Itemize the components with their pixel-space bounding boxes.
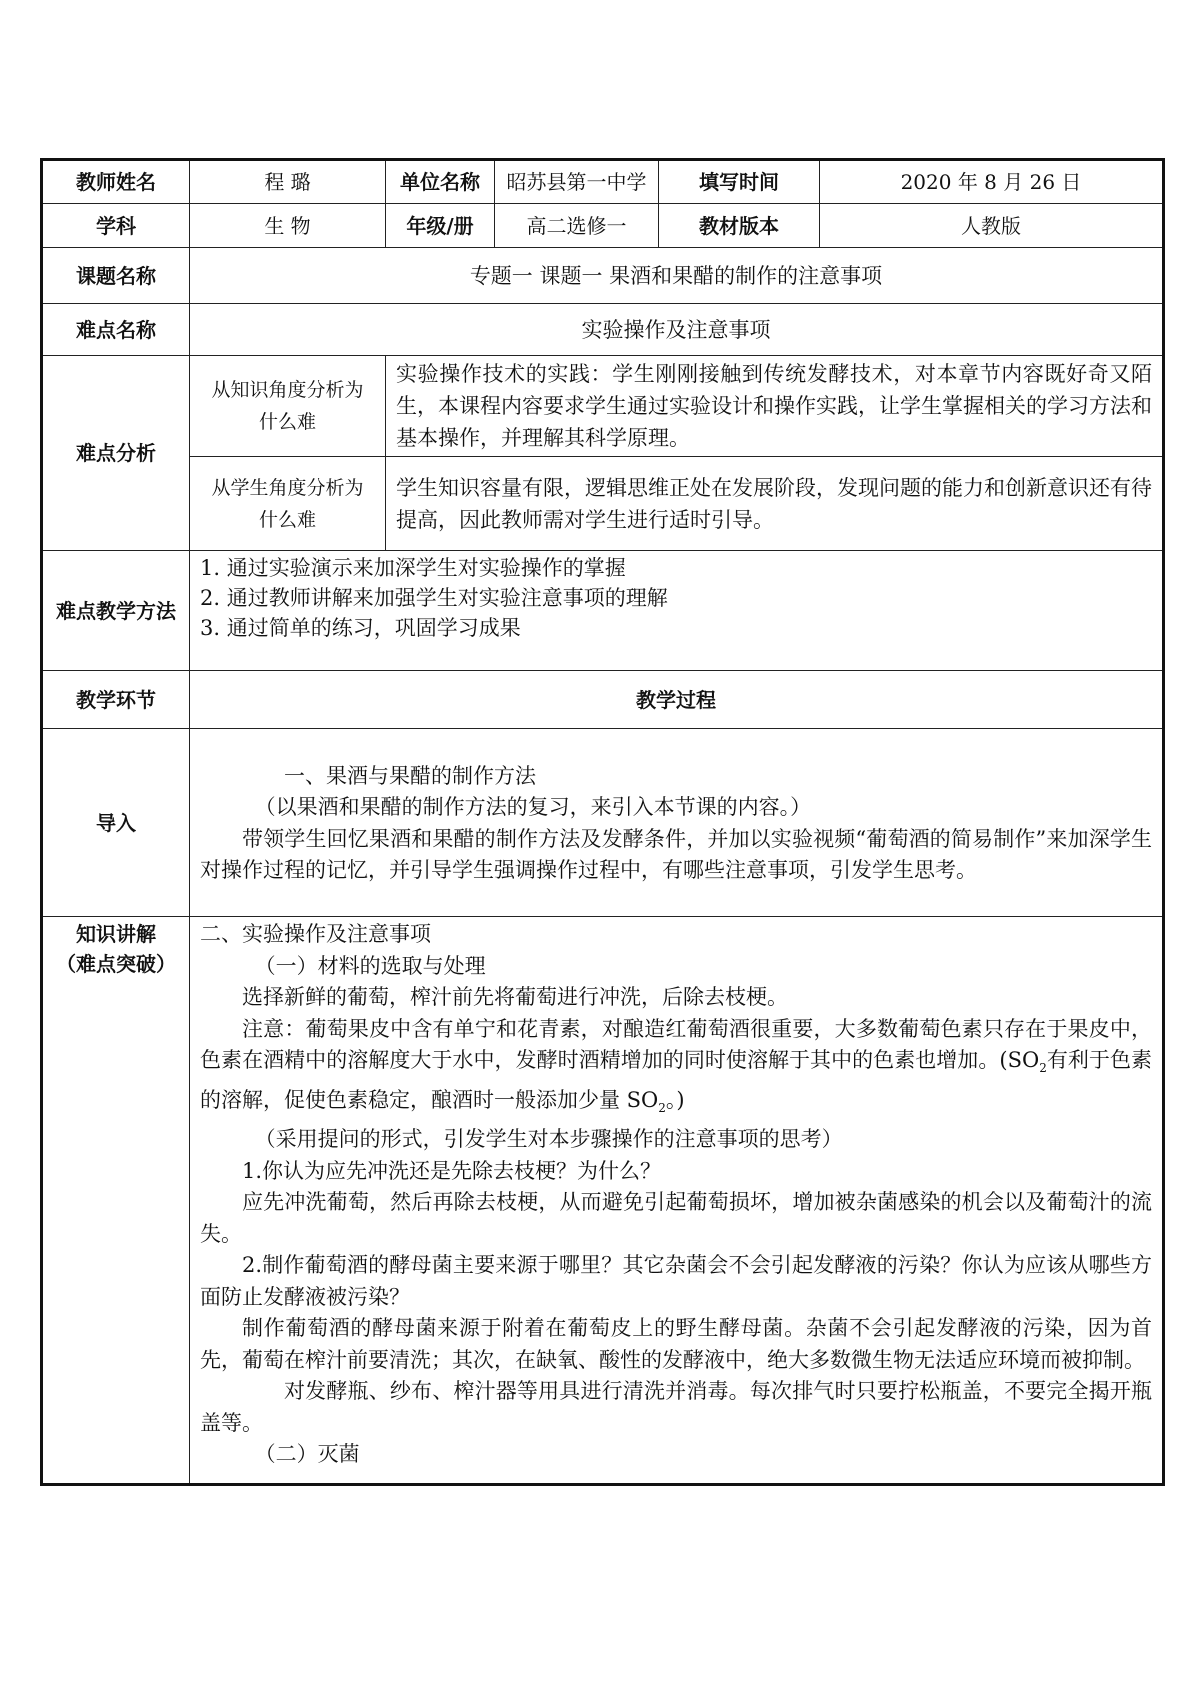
topic-row <box>42 248 1164 304</box>
process-header-row <box>42 671 1164 729</box>
textbook-label: 教材版本 <box>659 204 820 248</box>
methods-list <box>190 551 1164 671</box>
header-row-2 <box>42 204 1164 248</box>
knowledge-p2 <box>200 1014 1152 1125</box>
intro-label: 导入 <box>42 729 190 917</box>
method-item-1: 1. 通过实验演示来加深学生对实验操作的掌握 <box>200 556 626 580</box>
unit-name-value: 昭苏县第一中学 <box>495 160 659 204</box>
teaching-process-label: 教学过程 <box>190 671 1164 729</box>
knowledge-angle-label-text: 从知识角度分析为什么难 <box>211 379 364 433</box>
knowledge-a1: 应先冲洗葡萄，然后再除去枝梗，从而避免引起葡萄损坏，增加被杂菌感染的机会以及葡萄汁的流失。 <box>200 1190 1152 1246</box>
unit-name-label: 单位名称 <box>386 160 495 204</box>
subject-value: 生 物 <box>190 204 386 248</box>
methods-row <box>42 551 1164 671</box>
knowledge-q1: 1.你认为应先冲洗还是先除去枝梗？为什么？ <box>242 1158 662 1183</box>
knowledge-sub2: （二）灭菌 <box>254 1442 360 1467</box>
fill-date-value: 2020 年 8 月 26 日 <box>820 160 1164 204</box>
knowledge-label-line1: 知识讲解 <box>76 922 156 946</box>
analysis-label: 难点分析 <box>42 356 190 551</box>
lesson-plan-document <box>40 158 1162 1486</box>
subject-label: 学科 <box>42 204 190 248</box>
knowledge-a3: 对发酵瓶、纱布、榨汁器等用具进行清洗并消毒。每次排气时只要拧松瓶盖，不要完全揭开瓶盖等。 <box>200 1379 1152 1435</box>
teacher-name-value: 程 璐 <box>190 160 386 204</box>
grade-label: 年级/册 <box>386 204 495 248</box>
student-angle-label-text: 从学生角度分析为什么难 <box>211 476 364 531</box>
teaching-stage-label: 教学环节 <box>42 671 190 729</box>
method-item-3: 3. 通过简单的练习，巩固学习成果 <box>200 616 521 640</box>
knowledge-row <box>42 917 1164 1485</box>
knowledge-title: 二、实验操作及注意事项 <box>200 922 431 946</box>
method-item-2: 2. 通过教师讲解来加强学生对实验注意事项的理解 <box>200 586 668 610</box>
knowledge-angle-label <box>190 356 386 457</box>
intro-note: （以果酒和果醋的制作方法的复习，来引入本节课的内容。） <box>254 795 812 819</box>
knowledge-p2-part-c: 。) <box>665 1087 685 1112</box>
analysis-row-knowledge <box>42 356 1164 457</box>
topic-value: 专题一 课题一 果酒和果醋的制作的注意事项 <box>190 248 1164 304</box>
so2-subscript-2: 2 <box>658 1100 666 1115</box>
intro-title: 一、果酒与果醋的制作方法 <box>284 763 536 788</box>
knowledge-sub1: （一）材料的选取与处理 <box>254 953 486 978</box>
knowledge-p2-part-b: 有利于色素的溶解，促使色素稳定，酿酒时一般添加少量 SO <box>200 1048 1153 1112</box>
teacher-name-label: 教师姓名 <box>42 160 190 204</box>
knowledge-note: （采用提问的形式，引发学生对本步骤操作的注意事项的思考） <box>254 1127 843 1152</box>
analysis-row-student <box>42 457 1164 551</box>
difficulty-value: 实验操作及注意事项 <box>190 304 1164 356</box>
lesson-plan-table <box>40 158 1165 1486</box>
knowledge-content <box>190 917 1164 1485</box>
header-row-1 <box>42 160 1164 204</box>
knowledge-angle-text: 实验操作技术的实践：学生刚刚接触到传统发酵技术，对本章节内容既好奇又陌生，本课程内容要求学生通过实验设计和操作实践，让学生掌握相关的学习方法和基本操作，并理解其科学原理。 <box>386 356 1164 457</box>
methods-label: 难点教学方法 <box>42 551 190 671</box>
intro-content <box>190 729 1164 917</box>
student-angle-label <box>190 457 386 551</box>
knowledge-p2-part-a: 注意：葡萄果皮中含有单宁和花青素，对酿造红葡萄酒很重要，大多数葡萄色素只存在于果皮中，色素在酒精中的溶解度大于水中，发酵时酒精增加的同时使溶解于其中的色素也增加。(SO <box>200 1016 1152 1072</box>
topic-label: 课题名称 <box>42 248 190 304</box>
difficulty-label: 难点名称 <box>42 304 190 356</box>
difficulty-row <box>42 304 1164 356</box>
fill-date-label: 填写时间 <box>659 160 820 204</box>
intro-text: 带领学生回忆果酒和果醋的制作方法及发酵条件，并加以实验视频“葡萄酒的简易制作”来加深学生对操作过程的记忆，并引导学生强调操作过程中，有哪些注意事项，引发学生思考。 <box>200 826 1152 882</box>
student-angle-text: 学生知识容量有限，逻辑思维正处在发展阶段，发现问题的能力和创新意识还有待提高，因此教师需对学生进行适时引导。 <box>386 457 1164 551</box>
knowledge-label <box>42 917 190 1485</box>
grade-value: 高二选修一 <box>495 204 659 248</box>
intro-row <box>42 729 1164 917</box>
knowledge-q2: 2.制作葡萄酒的酵母菌主要来源于哪里？其它杂菌会不会引起发酵液的污染？你认为应该从哪些方面防止发酵液被污染？ <box>200 1253 1152 1309</box>
knowledge-a2: 制作葡萄酒的酵母菌来源于附着在葡萄皮上的野生酵母菌。杂菌不会引起发酵液的污染，因为首先，葡萄在榨汁前要清洗；其次，在缺氧、酸性的发酵液中，绝大多数微生物无法适应环境而被抑制。 <box>200 1316 1152 1372</box>
knowledge-label-line2: （难点突破） <box>56 952 176 976</box>
textbook-value: 人教版 <box>820 204 1164 248</box>
so2-subscript-1: 2 <box>1039 1061 1047 1076</box>
knowledge-p1: 选择新鲜的葡萄，榨汁前先将葡萄进行冲洗，后除去枝梗。 <box>242 985 788 1009</box>
